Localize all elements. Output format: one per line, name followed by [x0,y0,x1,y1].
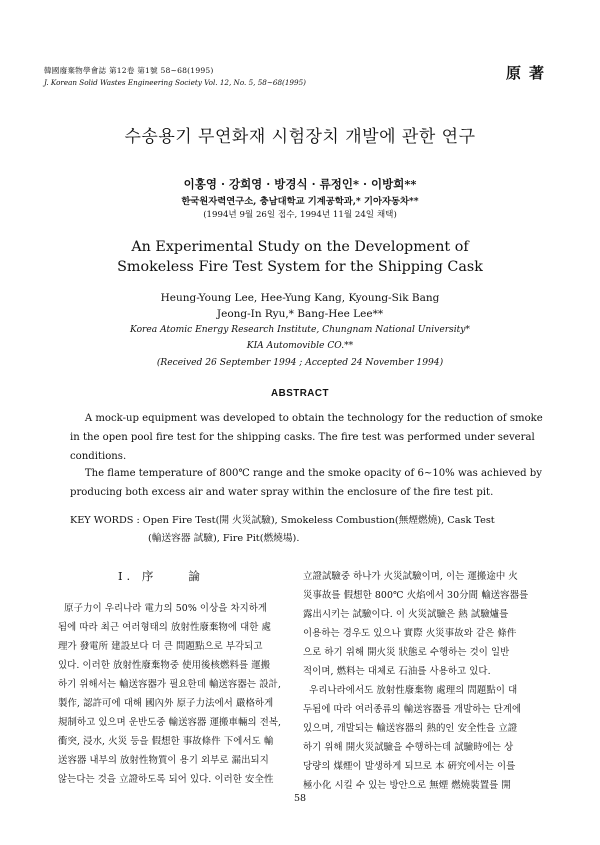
body-line-left: 하기 위해서는 輸送容器가 필요한데 輸送容器는 設計, [58,679,282,690]
received-accepted-dates: (Received 26 September 1994 ; Accepted 24 November 1994) [156,358,444,368]
keywords-line: (輸送容器 試驗), Fire Pit(燃燒場). [148,533,300,544]
body-line-left: 衝突, 浸水, 火災 등을 假想한 事故條件 下에서도 輸 [58,736,274,747]
affiliation-english-line: Korea Atomic Energy Research Institute, Chungnam National University* [130,325,470,335]
abstract-line: in the open pool fire test for the shipping casks. The fire test was performed under several [70,432,535,443]
journal-citation-en: J. Korean Solid Wastes Engineering Society Vol. 12, No. 5, 58~68(1995) [44,78,306,87]
article-type-label: 原著 [505,64,552,82]
body-line-left: 原子力이 우리나라 電力의 50% 이상을 차지하게 [58,603,268,614]
affiliation-english-line: KIA Automovible CO.** [246,341,354,351]
received-date-korean: (1994년 9월 26일 접수, 1994년 11월 24일 채택) [203,210,397,220]
title-english-line: Smokeless Fire Test System for the Shipping Cask [117,259,483,275]
body-line-left: 送容器 내부의 放射性物質이 용기 외부로 漏出되지 [58,755,269,766]
body-line-left: 製作, 認許可에 대해 國內外 原子力法에서 嚴格하게 [58,698,274,709]
authors-english-line: Jeong-In Ryu,* Bang-Hee Lee** [216,308,384,320]
body-line-left: 있다. 이러한 放射性廢棄物중 使用後核燃料를 運搬 [58,660,271,671]
body-line-right: 災事故를 假想한 800℃ 火焰에서 30分間 輸送容器를 [303,590,529,601]
body-line-left: 規制하고 있으며 운반도중 輸送容器 運搬車輛의 전복, [58,717,282,728]
keywords-line: KEY WORDS : Open Fire Test(開 火災試驗), Smokeless Combustion(無煙燃燒), Cask Test [70,515,495,526]
authors-english-line: Heung-Young Lee, Hee-Yung Kang, Kyoung-Sik Bang [160,292,440,304]
body-line-right: 우리나라에서도 放射性廢棄物 處理의 問題點이 대 [303,685,518,696]
body-line-left: 됨에 따라 최근 여러형태의 放射性廢棄物에 대한 處 [58,622,271,633]
abstract-line: conditions. [70,451,127,462]
body-line-right: 이용하는 경우도 있으나 實際 火災事故와 같은 條件 [303,628,517,639]
body-line-right: 당량의 煤煙이 발생하게 되므로 本 硏究에서는 이를 [303,761,516,772]
authors-korean: 이홍영 · 강희영 · 방경식 · 류정인* · 이방희** [183,177,417,191]
body-line-right: 極小化 시킬 수 있는 방안으로 無煙 燃燒裝置를 開 [303,780,511,791]
abstract-heading: ABSTRACT [271,388,329,399]
body-line-right: 있으며, 개발되는 輸送容器의 熱的인 安全性을 立證 [303,723,518,734]
body-line-left: 理가 發電所 建設보다 더 큰 問題點으로 부각되고 [58,641,263,652]
body-line-right: 立證試驗중 하나가 火災試驗이며, 이는 運搬途中 火 [303,571,518,582]
abstract-line: The flame temperature of 800℃ range and the smoke opacity of 6~10% was achieved by [72,468,542,479]
title-korean: 수송용기 무연화재 시험장치 개발에 관한 연구 [124,127,476,147]
title-english-line: An Experimental Study on the Development of [131,239,469,255]
section-heading-introduction: Ⅰ. 序 論 [118,569,204,583]
affiliation-korean: 한국원자력연구소, 충남대학교 기계공학과,* 기아자동차** [181,196,419,207]
body-line-right: 두됨에 따라 여러종류의 輸送容器를 개발하는 단계에 [303,704,522,715]
body-line-left: 않는다는 것을 立證하도록 되어 있다. 이러한 安全性 [58,774,274,785]
abstract-line: producing both excess air and water spray within the enclosure of the fire test pit. [70,487,494,498]
body-line-right: 으로 하기 위해 開火災 狀態로 수행하는 것이 일반 [303,647,510,658]
body-line-right: 露出시키는 試驗이다. 이 火災試驗은 熱 試驗爐를 [303,609,509,620]
abstract-line: A mock-up equipment was developed to obtain the technology for the reduction of smoke [72,413,543,424]
body-line-right: 하기 위해 開火災試驗을 수행하는데 試驗時에는 상 [303,742,514,753]
journal-citation-ko: 韓國廢棄物學會誌 第12卷 第1號 58~68(1995) [44,66,214,75]
page-number: 58 [293,793,307,804]
body-line-right: 적이며, 燃料는 대체로 石油를 사용하고 있다. [303,666,491,677]
